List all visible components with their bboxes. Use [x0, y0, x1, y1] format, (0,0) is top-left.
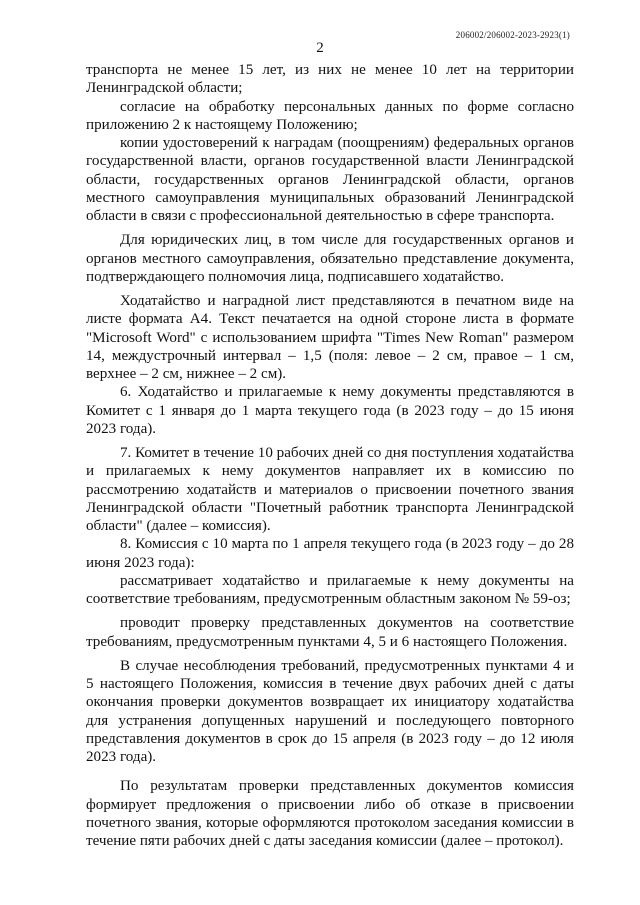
- body-paragraph: рассматривает ходатайство и прилагаемые к нему документы на соответствие требованиям, предусмотренным областным законом № 59-оз;: [86, 572, 574, 607]
- document-body: [86, 61, 574, 850]
- body-paragraph: 8. Комиссия с 10 марта по 1 апреля текущего года (в 2023 году – до 28 июня 2023 года):: [86, 536, 574, 571]
- page-number: 2: [316, 40, 324, 56]
- body-paragraph: проводит проверку представленных документов на соответствие требованиям, предусмотренным пунктами 4, 5 и 6 настоящего Положения.: [86, 615, 574, 650]
- body-paragraph: согласие на обработку персональных данных по форме согласно приложению 2 к настоящему Положению;: [86, 98, 574, 133]
- body-paragraph: 6. Ходатайство и прилагаемые к нему документы представляются в Комитет с 1 января до 1 марта текущего года (в 2023 году – до 15 июня 2023 года).: [86, 384, 574, 437]
- body-paragraph: 7. Комитет в течение 10 рабочих дней со дня поступления ходатайства и прилагаемых к нему документов направляет их в комиссию по рассмотрению ходатайств и материалов о присвоении почетного звания Ленинградской области "Почетный работник транспорта Ленинградской области" (далее – комиссия).: [86, 445, 574, 534]
- body-paragraph: Ходатайство и наградной лист представляются в печатном виде на листе формата А4. Текст печатается на одной стороне листа в формате "Microsoft Word" с использованием шрифта "Times New Roman" размером 14, междустрочный интервал – 1,5 (поля: левое – 2 см, правое – 1 см, верхнее – 2 см, нижнее – 2 см).: [86, 293, 574, 382]
- body-paragraph: Для юридических лиц, в том числе для государственных органов и органов местного самоуправления, обязательно представление документа, подтверждающего полномочия лица, подписавшего ходатайство.: [86, 232, 574, 285]
- body-paragraph: В случае несоблюдения требований, предусмотренных пунктами 4 и 5 настоящего Положения, комиссия в течение двух рабочих дней с даты окончания проверки документов возвращает их инициатору ходатайства для устранения допущенных нарушений и последующего повторного представления документов в срок до 15 апреля (в 2023 году – до 12 июля 2023 года).: [86, 657, 574, 765]
- document-id: 206002/206002-2023-2923(1): [455, 30, 570, 40]
- body-paragraph: копии удостоверений к наградам (поощрениям) федеральных органов государственной власти, органов государственной власти Ленинградской области, государственных органов Ленинградской области, органов местного самоуправления муниципальных образований Ленинградской области в связи с профессиональной деятельностью в сфере транспорта.: [86, 135, 574, 224]
- body-paragraph: транспорта не менее 15 лет, из них не менее 10 лет на территории Ленинградской области;: [86, 62, 574, 97]
- body-paragraph: По результатам проверки представленных документов комиссия формирует предложения о присвоении либо об отказе в присвоении почетного звания, которые оформляются протоколом заседания комиссии в течение пяти рабочих дней с даты заседания комиссии (далее – протокол).: [86, 778, 574, 849]
